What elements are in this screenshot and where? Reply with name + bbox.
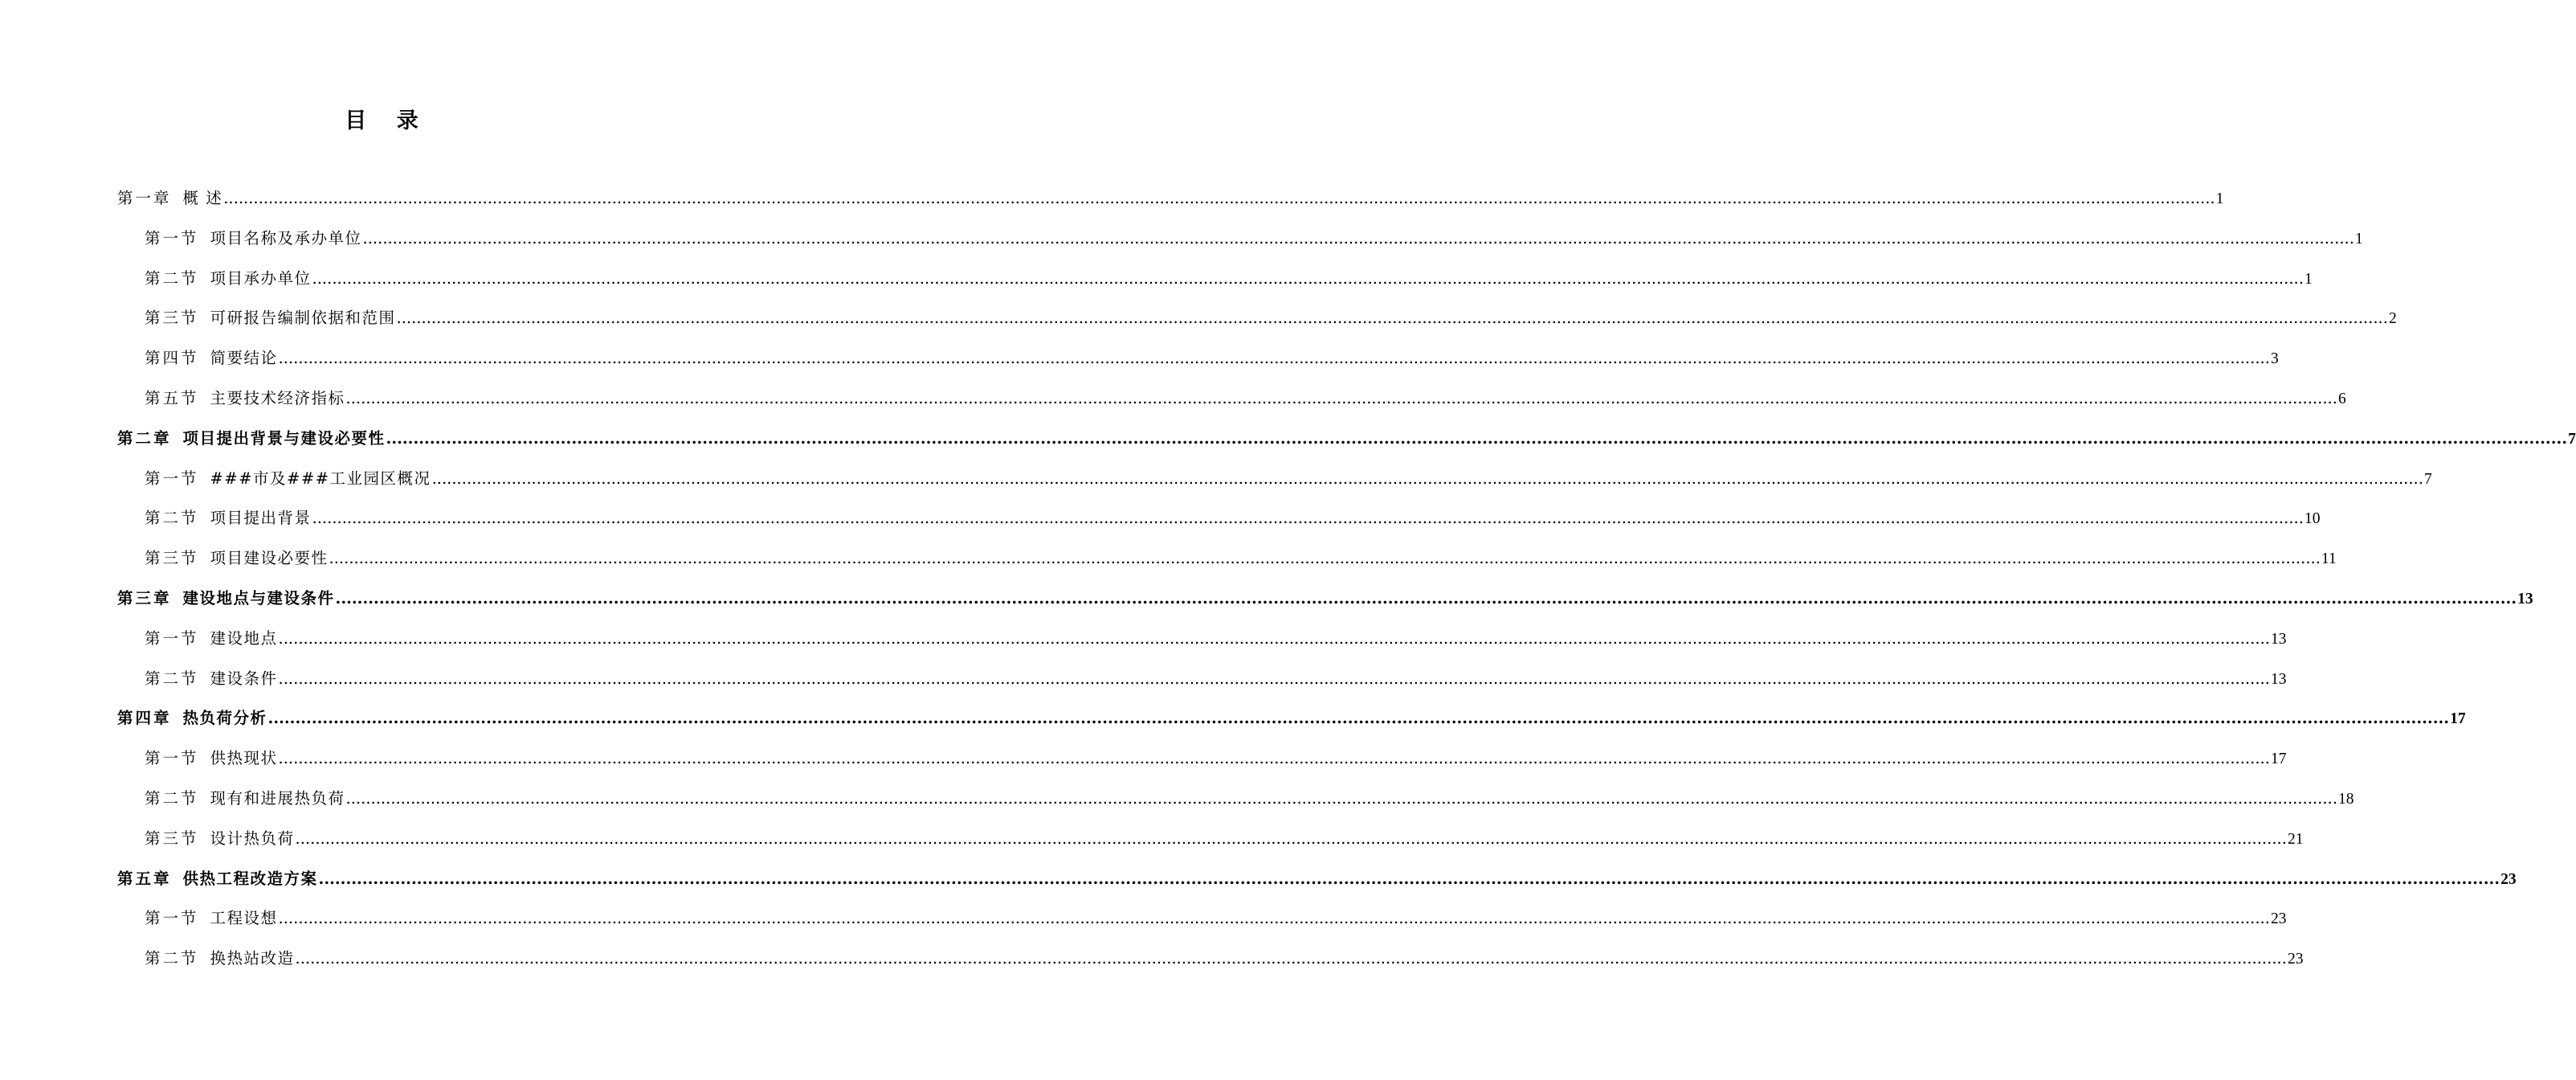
toc-entry-label: [145, 819, 295, 859]
toc-entry-label: [145, 298, 396, 338]
toc-section-entry[interactable]: [117, 538, 2337, 579]
toc-dot-leader: ................................................................................................................................................................................................................................................................................................................................................................................................................: [345, 388, 2337, 407]
toc-entry-label: [145, 779, 345, 819]
toc-dot-leader: ................................................................................................................................................................................................................................................................................................................................................................................................................: [312, 509, 2304, 528]
toc-entry-title: 设计热负荷: [210, 828, 295, 848]
toc-entry-title: 建设地点与建设条件: [182, 588, 335, 608]
toc-entry-number: 第一章: [117, 189, 172, 207]
toc-dot-leader: ................................................................................................................................................................................................................................................................................................................................................................................................................: [278, 909, 2270, 928]
toc-entry-title: 供热现状: [210, 749, 278, 768]
toc-page-number: 7: [2423, 470, 2432, 488]
toc-entry-number: 第二节: [145, 509, 199, 528]
toc-section-entry[interactable]: [117, 459, 2432, 499]
toc-entry-number: 第二节: [145, 949, 199, 968]
toc-section-entry[interactable]: [117, 738, 2287, 779]
toc-entry-number: 第三节: [145, 309, 199, 328]
toc-entry-label: [145, 498, 312, 538]
toc-entry-label: [145, 259, 312, 299]
toc-entry-title: ###市及###工业园区概况: [210, 468, 431, 488]
toc-entry-number: 第二节: [145, 669, 199, 688]
toc-chapter-entry[interactable]: [117, 698, 2466, 738]
toc-dot-leader: ................................................................................................................................................................................................................................................................................................................................................................................................................: [267, 709, 2450, 728]
toc-dot-leader: ................................................................................................................................................................................................................................................................................................................................................................................................................: [312, 268, 2304, 288]
toc-dot-leader: ................................................................................................................................................................................................................................................................................................................................................................................................................: [362, 228, 2354, 248]
toc-page-number: 21: [2287, 830, 2304, 848]
toc-dot-leader: ................................................................................................................................................................................................................................................................................................................................................................................................................: [386, 428, 2568, 448]
toc-entry-number: 第四节: [145, 349, 199, 368]
toc-entry-label: [117, 178, 222, 219]
toc-page-number: 3: [2270, 350, 2279, 368]
toc-entry-title: 简要结论: [210, 349, 278, 368]
toc-section-entry[interactable]: [117, 378, 2346, 419]
toc-dot-leader: ................................................................................................................................................................................................................................................................................................................................................................................................................: [295, 949, 2287, 968]
toc-page-number: 17: [2270, 751, 2287, 768]
toc-dot-leader: ................................................................................................................................................................................................................................................................................................................................................................................................................: [345, 788, 2337, 808]
toc-entry-label: [145, 619, 278, 659]
toc-entry-number: 第一节: [145, 628, 199, 648]
toc-entry-number: 第一节: [145, 228, 199, 248]
toc-page-number: 13: [2270, 670, 2287, 688]
toc-entry-number: 第一节: [145, 749, 199, 768]
toc-dot-leader: ................................................................................................................................................................................................................................................................................................................................................................................................................: [295, 828, 2287, 848]
toc-entry-label: [145, 939, 295, 979]
toc-section-entry[interactable]: [117, 298, 2397, 338]
toc-section-entry[interactable]: [117, 779, 2354, 819]
toc-dot-leader: ................................................................................................................................................................................................................................................................................................................................................................................................................: [318, 869, 2500, 888]
toc-chapter-entry[interactable]: [117, 178, 2224, 219]
toc-entry-title: 项目承办单位: [210, 268, 312, 288]
toc-chapter-entry[interactable]: [117, 859, 2517, 899]
toc-page-number: 6: [2337, 390, 2346, 407]
toc-entry-label: [145, 538, 329, 579]
toc-page-number: 7: [2568, 430, 2576, 448]
toc-page-number: 23: [2500, 870, 2517, 888]
toc-entry-title: 项目提出背景与建设必要性: [182, 428, 386, 448]
toc-entry-number: 第四章: [117, 709, 172, 728]
toc-dot-leader: ................................................................................................................................................................................................................................................................................................................................................................................................................: [329, 549, 2321, 568]
toc-dot-leader: ................................................................................................................................................................................................................................................................................................................................................................................................................: [335, 588, 2517, 608]
toc-page-number: 13: [2517, 590, 2533, 608]
toc-section-entry[interactable]: [117, 619, 2287, 659]
toc-page-number: 23: [2287, 951, 2304, 968]
toc-entry-title: 概 述: [182, 189, 223, 207]
toc-entry-title: 供热工程改造方案: [182, 869, 318, 888]
toc-entry-title: 换热站改造: [210, 949, 295, 968]
toc-entry-label: [117, 859, 318, 899]
toc-page-number: 17: [2450, 710, 2466, 728]
toc-entry-title: 项目提出背景: [210, 509, 312, 528]
toc-section-entry[interactable]: [117, 659, 2287, 699]
toc-entry-number: 第三节: [145, 549, 199, 568]
toc-entry-number: 第二节: [145, 788, 199, 808]
toc-entry-number: 第一节: [145, 909, 199, 928]
toc-dot-leader: ................................................................................................................................................................................................................................................................................................................................................................................................................: [431, 468, 2423, 488]
toc-dot-leader: ................................................................................................................................................................................................................................................................................................................................................................................................................: [278, 628, 2270, 648]
toc-entry-number: 第五节: [145, 388, 199, 407]
toc-entry-number: 第一节: [145, 468, 199, 488]
toc-entry-number: 第五章: [117, 869, 172, 888]
toc-section-entry[interactable]: [117, 219, 2363, 259]
toc-entry-number: 第二章: [117, 428, 172, 448]
toc-page-number: 13: [2270, 630, 2287, 648]
toc-dot-leader: ................................................................................................................................................................................................................................................................................................................................................................................................................: [278, 669, 2270, 688]
toc-entry-title: 建设地点: [210, 628, 278, 648]
toc-section-entry[interactable]: [117, 259, 2313, 299]
toc-entry-label: [117, 419, 386, 459]
toc-entry-title: 可研报告编制依据和范围: [210, 309, 396, 328]
toc-page-number: 18: [2337, 790, 2354, 808]
toc-entry-number: 第三章: [117, 588, 172, 608]
toc-dot-leader: ................................................................................................................................................................................................................................................................................................................................................................................................................: [278, 349, 2270, 368]
toc-section-entry[interactable]: [117, 338, 2279, 378]
table-of-contents: [117, 178, 2576, 979]
toc-page-number: 11: [2321, 550, 2337, 568]
toc-entry-label: [145, 219, 362, 259]
toc-entry-title: 项目建设必要性: [210, 549, 329, 568]
toc-page-number: 1: [2354, 230, 2363, 248]
toc-entry-title: 工程设想: [210, 909, 278, 928]
toc-entry-title: 项目名称及承办单位: [210, 228, 362, 248]
toc-entry-label: [145, 459, 431, 499]
toc-chapter-entry[interactable]: [117, 419, 2576, 459]
toc-section-entry[interactable]: [117, 498, 2321, 538]
toc-chapter-entry[interactable]: [117, 579, 2533, 619]
toc-section-entry[interactable]: [117, 898, 2287, 939]
toc-entry-label: [145, 898, 278, 939]
toc-entry-number: 第三节: [145, 828, 199, 848]
toc-section-entry[interactable]: [117, 819, 2304, 859]
toc-page-number: 10: [2304, 510, 2321, 528]
toc-entry-label: [145, 738, 278, 779]
toc-entry-label: [117, 579, 335, 619]
toc-dot-leader: ................................................................................................................................................................................................................................................................................................................................................................................................................: [396, 309, 2388, 328]
toc-page-number: 1: [2304, 270, 2313, 288]
toc-page-number: 23: [2270, 910, 2287, 928]
toc-entry-number: 第二节: [145, 268, 199, 288]
toc-section-entry[interactable]: [117, 939, 2304, 979]
toc-entry-label: [145, 338, 278, 378]
toc-dot-leader: ................................................................................................................................................................................................................................................................................................................................................................................................................: [223, 189, 2215, 207]
toc-entry-title: 热负荷分析: [182, 709, 267, 728]
toc-entry-title: 主要技术经济指标: [210, 388, 345, 407]
toc-entry-title: 建设条件: [210, 669, 278, 688]
toc-entry-label: [117, 698, 267, 738]
toc-entry-label: [145, 659, 278, 699]
toc-dot-leader: ................................................................................................................................................................................................................................................................................................................................................................................................................: [278, 749, 2270, 768]
page-title: 目 录: [345, 108, 430, 133]
toc-entry-title: 现有和进展热负荷: [210, 788, 345, 808]
toc-page-number: 1: [2215, 190, 2224, 207]
toc-page-number: 2: [2388, 310, 2397, 328]
toc-entry-label: [145, 378, 345, 419]
